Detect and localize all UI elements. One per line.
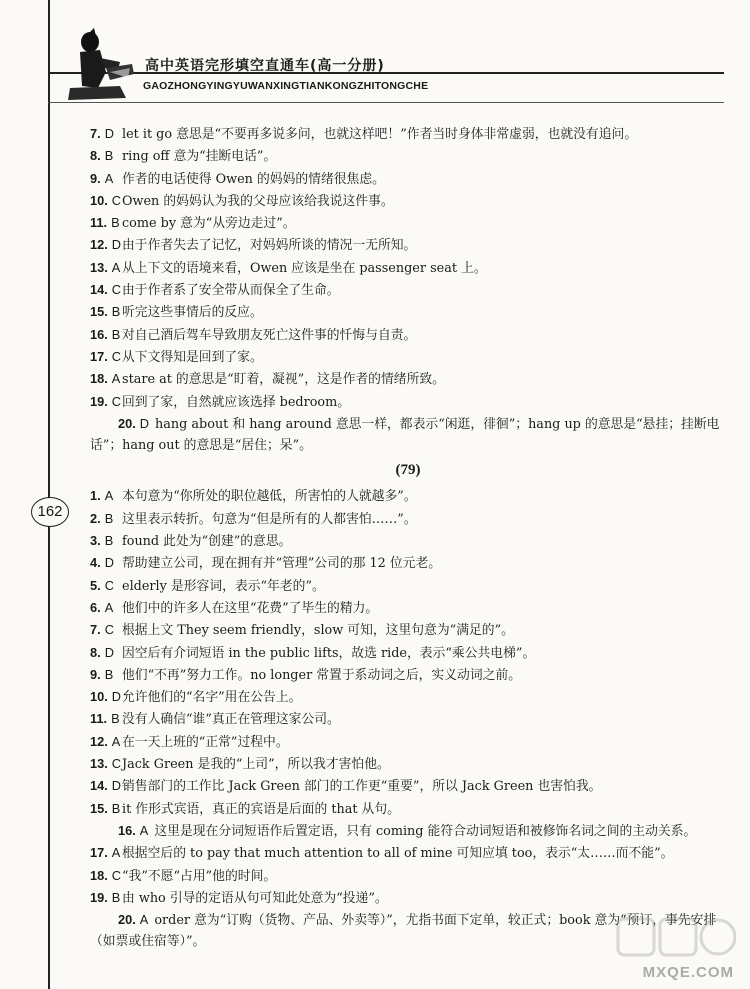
answer-letter: B	[104, 666, 114, 682]
answer-item	[90, 731, 726, 753]
answer-letter: D	[104, 644, 114, 660]
answer-explanation: 销售部门的工作比 Jack Green 部门的工作更“重要”，所以 Jack Green 也害怕我。	[122, 779, 602, 795]
answer-letter: B	[104, 510, 114, 526]
reading-figure-logo-icon	[60, 28, 138, 104]
question-number: 17.	[90, 348, 108, 364]
question-number: 8.	[90, 644, 101, 660]
answer-letter: A	[104, 488, 114, 504]
answer-explanation: 根据空后的 to pay that much attention to all of mine 可知应填 too，表示“太……而不能”。	[122, 846, 674, 862]
question-number: 20.	[118, 912, 136, 928]
answer-explanation: 帮助建立公司，现在拥有并“管理”公司的那 12 位元老。	[122, 556, 442, 572]
header-rule-lower	[48, 102, 724, 103]
answer-explanation: 因空后有介词短语 in the public lifts，故选 ride，表示“乘公共电梯”。	[122, 645, 536, 661]
answer-item	[90, 279, 726, 301]
answer-section-79	[90, 485, 726, 952]
answer-item	[90, 123, 726, 145]
answer-letter: D	[104, 555, 114, 571]
answer-item	[90, 324, 726, 346]
answer-letter: A	[139, 912, 149, 928]
answer-section-previous	[90, 123, 726, 456]
question-number: 17.	[90, 845, 108, 861]
answer-letter: C	[111, 348, 122, 364]
answer-content	[90, 123, 726, 953]
watermark-text: MXQE.COM	[642, 964, 734, 981]
question-number: 6.	[90, 599, 101, 615]
answer-item	[90, 753, 726, 775]
answer-explanation: hang about 和 hang around 意思一样，都表示“闲逛，徘徊”；hang up 的意思是“悬挂；挂断电话”；hang out 的意思是“居住；呆”。	[90, 416, 720, 454]
answer-item	[90, 798, 726, 820]
answer-letter: C	[111, 756, 122, 772]
answer-explanation: 作者的电话使得 Owen 的妈妈的情绪很焦虑。	[122, 171, 385, 187]
question-number: 5.	[90, 577, 101, 593]
answer-item	[90, 664, 726, 686]
answer-letter: D	[139, 415, 150, 431]
answer-explanation: 听完这些事情后的反应。	[122, 305, 263, 321]
page-number: 162	[31, 497, 69, 527]
answer-letter: A	[111, 371, 121, 387]
question-number: 13.	[90, 756, 108, 772]
answer-letter: B	[111, 711, 120, 727]
answer-letter: B	[111, 326, 121, 342]
answer-letter: B	[111, 889, 121, 905]
question-number: 10.	[90, 192, 108, 208]
answer-item	[90, 168, 726, 190]
answer-item	[90, 865, 726, 887]
book-title: 高中英语完形填空直通车(高一分册)	[145, 58, 385, 74]
question-number: 19.	[90, 393, 108, 409]
question-number: 18.	[90, 371, 108, 387]
answer-explanation: 由于作者失去了记忆，对妈妈所谈的情况一无所知。	[122, 238, 417, 254]
question-number: 16.	[118, 822, 136, 838]
question-number: 7.	[90, 126, 101, 141]
answer-item	[90, 190, 726, 212]
answer-explanation: ring off 意为“挂断电话”。	[122, 149, 277, 165]
answer-explanation: 对自己酒后驾车导致朋友死亡这件事的忏悔与自责。	[122, 327, 417, 343]
question-number: 12.	[90, 733, 108, 749]
answer-letter: A	[111, 259, 121, 275]
question-number: 19.	[90, 889, 108, 905]
answer-letter: C	[111, 192, 122, 208]
answer-item	[90, 597, 726, 619]
answer-letter: C	[104, 577, 114, 593]
answer-explanation: order 意为“订购（货物、产品、外卖等）”，尤指书面下定单，较正式；book 意为“预订，事先安排（如票或住宿等）”。	[90, 913, 717, 950]
question-number: 18.	[90, 867, 108, 883]
answer-item	[90, 301, 726, 323]
answer-letter: A	[139, 822, 149, 838]
question-number: 10.	[90, 689, 108, 705]
margin-vertical-rule	[48, 0, 50, 989]
answer-explanation: let it go 意思是“不要再多说多问，也就这样吧！”作者当时身体非常虚弱，也就没有追问。	[122, 127, 638, 142]
answer-letter: C	[111, 282, 122, 298]
question-number: 12.	[90, 237, 108, 253]
answer-explanation: 由 who 引导的定语从句可知此处意为“投递”。	[122, 890, 388, 906]
question-number: 3.	[90, 533, 101, 549]
answer-explanation: stare at 的意思是“盯着，凝视”，这是作者的情绪所致。	[122, 372, 445, 388]
answer-letter: D	[104, 126, 114, 141]
answer-letter: B	[111, 800, 121, 816]
question-number: 2.	[90, 510, 101, 526]
answer-letter: A	[111, 845, 121, 861]
answer-item	[90, 145, 726, 167]
section-heading-79: (79)	[395, 462, 421, 479]
answer-item	[90, 234, 726, 256]
answer-item	[90, 619, 726, 641]
answer-explanation: 他们中的许多人在这里“花费”了毕生的精力。	[122, 600, 379, 616]
answer-explanation: 允许他们的“名字”用在公告上。	[122, 690, 302, 706]
answer-explanation: 回到了家，自然就应该选择 bedroom。	[122, 394, 351, 410]
question-number: 1.	[90, 488, 101, 504]
answer-letter: B	[111, 304, 121, 320]
answer-explanation: come by 意为“从旁边走过”。	[122, 216, 296, 232]
answer-letter: B	[104, 148, 114, 164]
question-number: 11.	[90, 711, 108, 727]
answer-letter: C	[111, 867, 122, 883]
answer-item	[90, 887, 726, 909]
answer-letter: A	[104, 599, 114, 615]
answer-letter: A	[104, 170, 114, 186]
answer-explanation: it 作形式宾语，真正的宾语是后面的 that 从句。	[122, 801, 400, 817]
answer-explanation: 他们“不再”努力工作。no longer 常置于系动词之后，实义动词之前。	[122, 667, 522, 683]
answer-explanation: 没有人确信“谁”真正在管理这家公司。	[122, 712, 340, 728]
answer-letter: C	[111, 393, 122, 409]
answer-explanation: 从下文得知是回到了家。	[122, 349, 263, 365]
answer-explanation: 根据上文 They seem friendly，slow 可知，这里句意为“满足的”。	[122, 623, 514, 639]
watermark-logo-icon	[616, 913, 736, 961]
question-number: 14.	[90, 282, 108, 298]
answer-label	[118, 413, 149, 435]
question-number: 20.	[118, 415, 136, 431]
answer-item	[90, 708, 726, 730]
answer-explanation: elderly 是形容词，表示“年老的”。	[122, 578, 325, 594]
question-number: 16.	[90, 326, 108, 342]
answer-item	[90, 575, 726, 597]
answer-item	[90, 820, 726, 842]
answer-item	[90, 368, 726, 390]
answer-explanation: 在一天上班的“正常”过程中。	[122, 734, 289, 750]
answer-explanation: 由于作者系了安全带从而保全了生命。	[122, 283, 340, 299]
answer-explanation: 本句意为“你所处的职位越低，所害怕的人就越多”。	[122, 489, 417, 505]
answer-item	[90, 775, 726, 797]
answer-explanation: “我”不愿“占用”他的时间。	[122, 868, 277, 884]
answer-explanation: 这里是现在分词短语作后置定语，只有 coming 能符合动词短语和被修饰名词之间的主动关系。	[154, 823, 697, 839]
answer-explanation: Jack Green 是我的“上司”，所以我才害怕他。	[122, 757, 390, 773]
question-number: 14.	[90, 778, 108, 794]
answer-letter: B	[111, 215, 120, 231]
question-number: 11.	[90, 215, 108, 231]
answer-item	[90, 485, 726, 507]
question-number: 8.	[90, 148, 101, 164]
answer-item	[90, 552, 726, 574]
question-number: 9.	[90, 170, 101, 186]
answer-explanation: Owen 的妈妈认为我的父母应该给我说这件事。	[122, 193, 394, 209]
answer-letter: B	[104, 533, 114, 549]
question-number: 15.	[90, 800, 108, 816]
answer-item	[90, 346, 726, 368]
answer-explanation: 从上下文的语境来看，Owen 应该是坐在 passenger seat 上。	[122, 260, 487, 276]
answer-item	[90, 413, 726, 457]
question-number: 13.	[90, 259, 108, 275]
answer-item	[90, 212, 726, 234]
answer-item	[90, 530, 726, 552]
answer-letter: D	[111, 237, 122, 253]
answer-explanation: 这里表示转折。句意为“但是所有的人都害怕……”。	[122, 511, 417, 527]
answer-letter: A	[111, 733, 121, 749]
answer-letter: D	[111, 778, 122, 794]
answer-item	[90, 842, 726, 864]
answer-letter: D	[111, 689, 122, 705]
question-number: 15.	[90, 304, 108, 320]
question-number: 4.	[90, 555, 101, 571]
answer-explanation: found 此处为“创建”的意思。	[122, 534, 292, 550]
book-title-pinyin: GAOZHONGYINGYUWANXINGTIANKONGZHITONGCHE	[143, 80, 429, 92]
answer-item	[90, 257, 726, 279]
question-number: 7.	[90, 622, 101, 638]
question-number: 9.	[90, 666, 101, 682]
answer-label	[118, 909, 148, 931]
answer-item	[90, 686, 726, 708]
answer-label	[118, 820, 148, 842]
answer-item	[90, 391, 726, 413]
answer-letter: C	[104, 622, 114, 638]
answer-item	[90, 642, 726, 664]
answer-item	[90, 508, 726, 530]
